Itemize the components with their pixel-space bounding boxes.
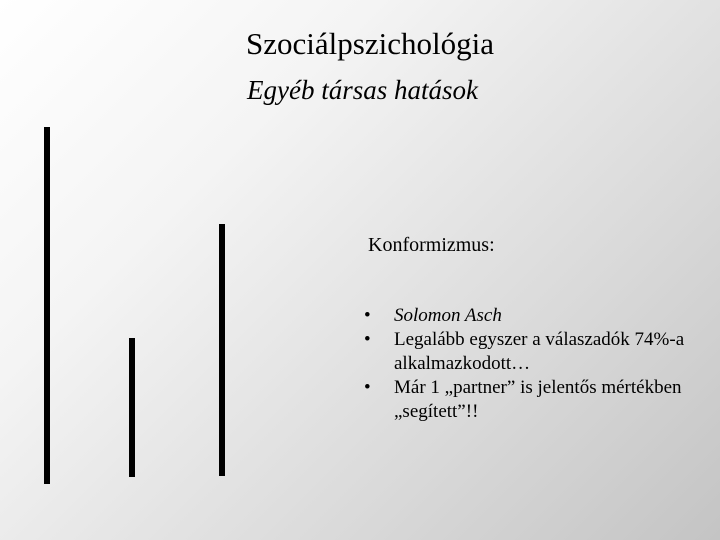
asch-comparison-line-long — [44, 127, 50, 484]
slide-title: Szociálpszichológia — [246, 26, 494, 61]
section-heading: Konformizmus: — [368, 234, 495, 256]
bullet-icon: • — [364, 329, 371, 350]
bullet-text: Legalább egyszer a válaszadók 74%-a alkalmazkodott… — [394, 329, 685, 374]
asch-comparison-line-medium — [219, 224, 225, 476]
bullet-text: Már 1 „partner” is jelentős mértékben „segített”!! — [394, 377, 682, 422]
bullet-icon: • — [364, 377, 371, 398]
bullet-list — [364, 304, 694, 424]
bullet-text: Solomon Asch — [394, 305, 502, 326]
asch-comparison-line-short — [129, 338, 135, 477]
bullet-item — [364, 304, 694, 328]
slide-subtitle: Egyéb társas hatások — [247, 75, 478, 105]
bullet-item — [364, 328, 694, 376]
bullet-item — [364, 376, 694, 424]
bullet-icon: • — [364, 305, 371, 326]
